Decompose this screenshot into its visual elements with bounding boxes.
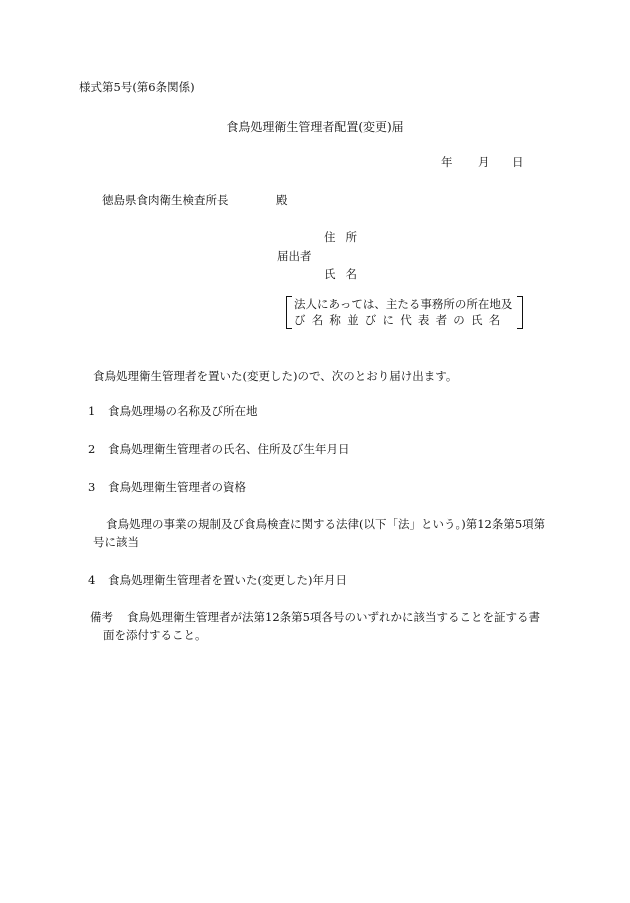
list-item bbox=[88, 482, 246, 494]
document-title: 食鳥処理衛生管理者配置(変更)届 bbox=[226, 120, 404, 134]
qualification-detail-line1: 食鳥処理の事業の規制及び食鳥検査に関する法律(以下「法」という。)第12条第5項第 bbox=[106, 517, 546, 531]
addressee: 徳島県食肉衛生検査所長 bbox=[102, 193, 229, 207]
right-bracket bbox=[517, 296, 523, 329]
item-number: 2 bbox=[88, 442, 96, 456]
remarks-line1: 食鳥処理衛生管理者が法第12条第5項各号のいずれかに該当することを証する書 bbox=[127, 610, 540, 624]
left-bracket bbox=[286, 296, 292, 329]
corporation-note-line1: 法人にあっては、主たる事務所の所在地及 bbox=[294, 297, 513, 311]
item-text: 食鳥処理衛生管理者を置いた(変更した)年月日 bbox=[108, 573, 347, 587]
item-text: 食鳥処理場の名称及び所在地 bbox=[108, 404, 258, 418]
corporation-note bbox=[286, 296, 523, 329]
item-text: 食鳥処理衛生管理者の氏名、住所及び生年月日 bbox=[108, 442, 350, 456]
list-item bbox=[88, 406, 258, 418]
date-month-label: 月 bbox=[478, 155, 490, 169]
list-item bbox=[88, 444, 350, 456]
remarks-label: 備考 bbox=[90, 610, 113, 624]
item-number: 1 bbox=[88, 404, 96, 418]
item-number: 4 bbox=[88, 573, 96, 587]
remarks-line2: 面を添付すること。 bbox=[103, 628, 207, 642]
item-text: 食鳥処理衛生管理者の資格 bbox=[108, 480, 246, 494]
honorific: 殿 bbox=[276, 193, 288, 207]
form-number: 様式第5号(第6条関係) bbox=[79, 80, 195, 94]
applicant-label: 届出者 bbox=[277, 249, 312, 263]
address-label: 住所 bbox=[324, 230, 367, 244]
list-item bbox=[88, 575, 347, 587]
qualification-detail-line2: 号に該当 bbox=[93, 535, 139, 549]
remarks bbox=[90, 612, 540, 624]
corporation-note-line2: び名称並びに代表者の氏名 bbox=[294, 313, 507, 327]
date-year-label: 年 bbox=[441, 155, 453, 169]
intro-text: 食鳥処理衛生管理者を置いた(変更した)ので、次のとおり届け出ます。 bbox=[93, 369, 458, 383]
name-label: 氏名 bbox=[324, 267, 367, 281]
date-day-label: 日 bbox=[512, 155, 524, 169]
item-number: 3 bbox=[88, 480, 96, 494]
